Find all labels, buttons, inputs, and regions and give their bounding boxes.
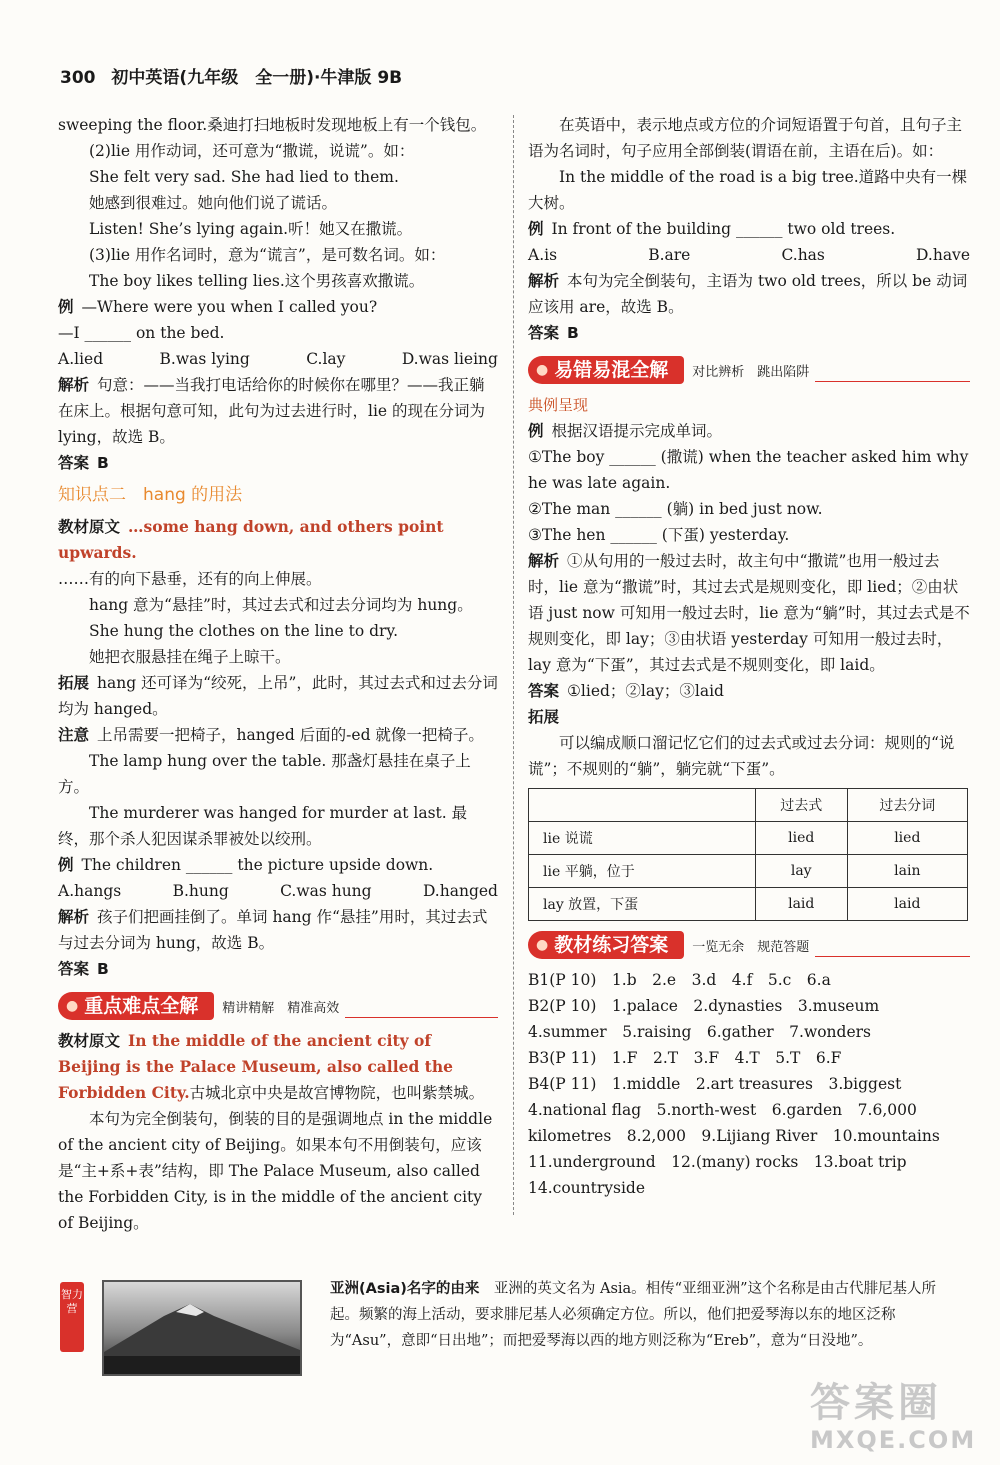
- answer: 答案 B: [58, 454, 109, 472]
- section-banner-key-points: [58, 990, 498, 1020]
- option: B.hung: [172, 882, 229, 900]
- verb-forms-table: [528, 788, 968, 921]
- answer-key-line: B4(P 11) 1.middle 2.art treasures 3.biggest 4.national flag 5.north-west 6.garden 7.6,000 kilometres 8.2,000 9.Lijiang River 10.mountains 11.underground 12.(many) rocks 13.boat trip 14.countryside: [528, 1075, 956, 1197]
- exercise-item: ①The boy ______ (撒谎) when the teacher asked him why he was late again.: [528, 448, 969, 492]
- text-line: 可以编成顺口溜记忆它们的过去式或过去分词：规则的“说谎”；不规则的“躺”，躺完就“下蛋”。: [528, 734, 955, 778]
- text-line: 在英语中，表示地点或方位的介词短语置于句首，且句子主语为名词时，句子应用全部倒装(谓语在前，主语在后)。如：: [528, 116, 963, 160]
- fun-fact-text: 亚洲(Asia)名字的由来 亚洲的英文名为 Asia。相传“亚细亚洲”这个名称是由古代腓尼基人所起。频繁的海上活动，要求腓尼基人必须确定方位。所以，他们把爱琴海以东的地区泛称为“Asu”，意即“日出地”；而把爱琴海以西的地方则泛称为“Ereb”，意为“日没地”。: [330, 1281, 937, 1349]
- text-line: The boy likes telling lies.这个男孩喜欢撒谎。: [89, 272, 425, 290]
- option: A.hangs: [58, 882, 122, 900]
- analysis-label: 解析: [58, 908, 90, 926]
- text-line: (3)lie 用作名词时，意为“谎言”，是可数名词。如：: [89, 246, 446, 264]
- watermark-url: MXQE.COM: [810, 1426, 977, 1454]
- analysis-label: 解析: [528, 552, 560, 570]
- option: B.are: [648, 246, 691, 264]
- analysis: 解析 孩子们把画挂倒了。单词 hang 作“悬挂”用时，其过去式与过去分词为 hung，故选 B。: [58, 908, 488, 952]
- source-label: 教材原文: [58, 518, 121, 536]
- table-header-row: [529, 789, 968, 822]
- fun-fact-box: [60, 1270, 960, 1380]
- extension: 拓展 hang 还可译为“绞死，上吊”，此时，其过去式和过去分词均为 hanged。: [58, 674, 498, 718]
- megaphone-icon: ●: [66, 998, 79, 1014]
- example-question: —I ______ on the bed.: [58, 324, 225, 342]
- analysis: 解析 句意：——当我打电话给你的时候你在哪里？——我正躺在床上。根据句意可知，此句为过去进行时，lie 的现在分词为 lying，故选 B。: [58, 376, 486, 446]
- answer: 答案 ①lied；②lay；③laid: [528, 682, 724, 700]
- banner-pill: ● 教材练习答案: [528, 931, 684, 959]
- option: B.was lying: [159, 350, 250, 368]
- option: D.have: [916, 246, 970, 264]
- table-cell: lay 放置，下蛋: [529, 888, 756, 921]
- table-cell: lied: [755, 822, 847, 855]
- text-line: She hung the clothes on the line to dry.: [89, 622, 399, 640]
- megaphone-icon: ●: [536, 362, 549, 378]
- option: A.is: [528, 246, 558, 264]
- option: C.has: [781, 246, 825, 264]
- banner-rule: [815, 956, 970, 957]
- example-options: [58, 878, 498, 904]
- table-cell: lie 说谎: [529, 822, 756, 855]
- table-row: [529, 855, 968, 888]
- page-number: 300: [60, 68, 96, 88]
- example-label: 例: [528, 422, 544, 440]
- column-divider: [513, 115, 514, 1215]
- note-label: 注意: [58, 726, 90, 744]
- answer: 答案 B: [528, 324, 579, 342]
- extension-label: 拓展: [58, 674, 90, 692]
- option: C.lay: [306, 350, 346, 368]
- answer-label: 答案: [58, 454, 90, 472]
- text-line: She felt very sad. She had lied to them.: [89, 168, 399, 186]
- knowledge-point-title: 知识点二 hang 的用法: [58, 485, 243, 505]
- banner-subtitle: 精讲精解 精准高效: [222, 1001, 340, 1016]
- banner-rule: [815, 381, 970, 382]
- analysis: 解析 ①从句用的一般过去时，故主句中“撒谎”也用一般过去时，lie 意为“撒谎”时，其过去式是规则变化，即 lied；②由状语 just now 可知用一般过去时，lie 意为“躺”时，其过去式是不规则变化，即 lay；③由状语 yesterday 可知用一般过去时，lay 意为“下蛋”，其过去式是不规则变化，即 laid。: [528, 552, 970, 674]
- example-question: 例 In front of the building ______ two old trees.: [528, 220, 896, 238]
- option: C.was hung: [280, 882, 372, 900]
- page-header: [60, 63, 940, 91]
- banner-rule: [345, 1017, 498, 1018]
- text-line: sweeping the floor.桑迪打扫地板时发现地板上有一个钱包。: [58, 116, 487, 134]
- banner-subtitle: 一览无余 规范答题: [692, 940, 810, 955]
- answer-label: 答案: [528, 324, 560, 342]
- example-question: 例 根据汉语提示完成单词。: [528, 422, 723, 440]
- book-title: 初中英语(九年级 全一册)·牛津版 9B: [111, 68, 403, 88]
- text-line: Listen! She’s lying again.听！她又在撒谎。: [89, 220, 413, 238]
- text-line: hang 意为“悬挂”时，其过去式和过去分词均为 hung。: [89, 596, 473, 614]
- banner-pill: ● 重点难点全解: [58, 992, 214, 1020]
- table-cell: lain: [847, 855, 967, 888]
- extension-label: 拓展: [528, 708, 560, 726]
- answer: 答案 B: [58, 960, 109, 978]
- text-line: The lamp hung over the table. 那盏灯悬挂在桌子上方。: [58, 752, 471, 796]
- answer-key-line: B3(P 11) 1.F 2.T 3.F 4.T 5.T 6.F: [528, 1049, 842, 1067]
- banner-subtitle: 对比辨析 跳出陷阱: [692, 365, 810, 380]
- table-row: [529, 822, 968, 855]
- table-cell: laid: [755, 888, 847, 921]
- example-label: 例: [58, 856, 74, 874]
- fun-fact-tag: 智力营: [60, 1282, 84, 1352]
- source-text: 教材原文 In the middle of the ancient city of Beijing is the Palace Museum, also called the Forbidden City.古城北京中央是故宫博物院，也叫紫禁城。: [58, 1031, 485, 1102]
- answer-key-line: B1(P 10) 1.b 2.e 3.d 4.f 5.c 6.a: [528, 971, 831, 989]
- example-question: 例 The children ______ the picture upside down.: [58, 856, 434, 874]
- example-label: 例: [528, 220, 544, 238]
- source-text: 教材原文 …some hang down, and others point upwards.: [58, 517, 444, 562]
- megaphone-icon: ●: [536, 937, 549, 953]
- site-watermark: [810, 1380, 1000, 1460]
- table-header-cell: 过去式: [755, 789, 847, 822]
- exercise-item: ②The man ______ (躺) in bed just now.: [528, 500, 823, 518]
- text-line: 她把衣服悬挂在绳子上晾干。: [89, 648, 291, 666]
- text-line: ……有的向下悬垂，还有的向上伸展。: [58, 570, 322, 588]
- table-cell: lie 平躺，位于: [529, 855, 756, 888]
- subsection-title: 典例呈现: [528, 396, 589, 414]
- text-line: 她感到很难过。她向他们说了谎话。: [89, 194, 338, 212]
- section-banner-exercise-answers: [528, 929, 970, 959]
- table-cell: lied: [847, 822, 967, 855]
- example-options: [528, 242, 970, 268]
- text-line: (2)lie 用作动词，还可意为“撒谎，说谎”。如：: [89, 142, 415, 160]
- text-line: In the middle of the road is a big tree.道路中央有一棵大树。: [528, 168, 968, 212]
- table-header-cell: [529, 789, 756, 822]
- analysis: 解析 本句为完全倒装句，主语为 two old trees，所以 be 动词应该用 are，故选 B。: [528, 272, 968, 316]
- example-options: [58, 346, 498, 372]
- extension: [528, 704, 970, 730]
- banner-pill: ● 易错易混全解: [528, 356, 684, 384]
- right-column: [528, 112, 970, 1201]
- option: D.hanged: [422, 882, 498, 900]
- table-cell: laid: [847, 888, 967, 921]
- example-label: 例: [58, 298, 74, 316]
- option: A.lied: [58, 350, 104, 368]
- text-line: The murderer was hanged for murder at last. 最终，那个杀人犯因谋杀罪被处以绞刑。: [58, 804, 468, 848]
- fun-fact-title: 亚洲(Asia)名字的由来: [330, 1281, 480, 1297]
- table-row: [529, 888, 968, 921]
- section-banner-common-errors: [528, 354, 970, 384]
- exercise-item: ③The hen ______ (下蛋) yesterday.: [528, 526, 790, 544]
- table-header-cell: 过去分词: [847, 789, 967, 822]
- mountain-icon: [104, 1282, 300, 1374]
- left-column: [58, 112, 498, 1236]
- note: 注意 上吊需要一把椅子，hanged 后面的-ed 就像一把椅子。: [58, 726, 484, 744]
- answer-label: 答案: [528, 682, 560, 700]
- mountain-photo: [102, 1280, 302, 1376]
- text-line: 本句为完全倒装句，倒装的目的是强调地点 in the middle of the ancient city of Beijing。如果本句不用倒装句，应该是“主+系+表”结构，即 The Palace Museum, also called the Forbidden City, is in the middle of the ancient city of Beijing。: [58, 1110, 493, 1232]
- analysis-label: 解析: [58, 376, 90, 394]
- table-cell: lay: [755, 855, 847, 888]
- watermark-logo-text: 答案圈: [810, 1380, 942, 1426]
- source-label: 教材原文: [58, 1032, 121, 1050]
- answer-key-line: B2(P 10) 1.palace 2.dynasties 3.museum 4.summer 5.raising 6.gather 7.wonders: [528, 997, 895, 1041]
- option: D.was lieing: [401, 350, 498, 368]
- analysis-label: 解析: [528, 272, 560, 290]
- answer-label: 答案: [58, 960, 90, 978]
- example-question: 例 —Where were you when I called you?: [58, 298, 378, 316]
